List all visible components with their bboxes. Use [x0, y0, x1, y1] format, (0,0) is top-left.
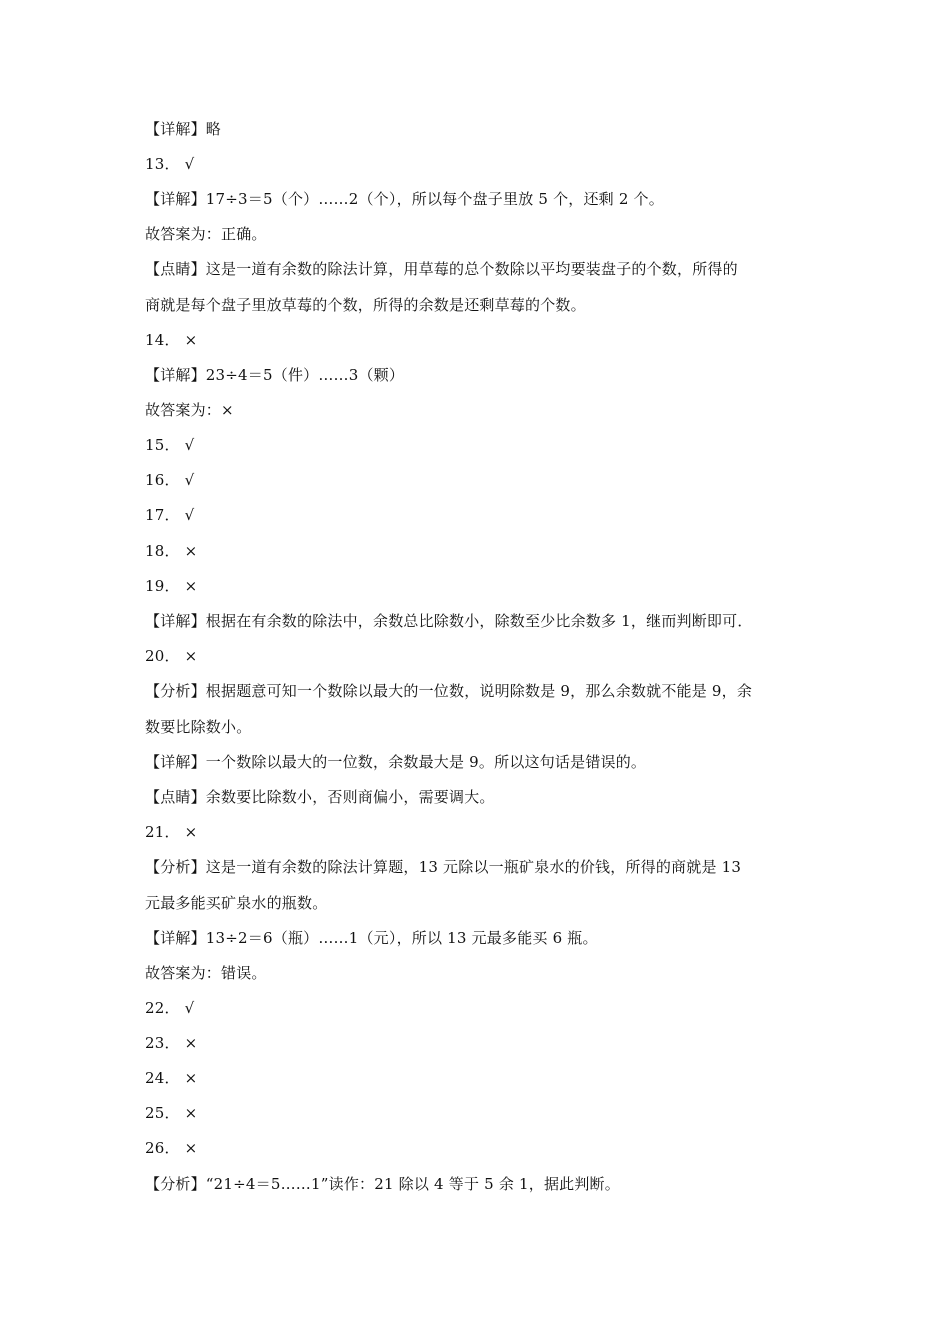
- text-line: 数要比除数小。: [145, 718, 252, 736]
- text-line: 【分析】这是一道有余数的除法计算题，13 元除以一瓶矿泉水的价钱，所得的商就是 13: [145, 858, 742, 876]
- answer-25: 25． ×: [145, 1104, 198, 1122]
- answer-24: 24． ×: [145, 1069, 198, 1087]
- text-line: 【详解】13÷2＝6（瓶）……1（元），所以 13 元最多能买 6 瓶。: [145, 929, 598, 947]
- text-line: 【分析】“21÷4＝5……1”读作：21 除以 4 等于 5 余 1，据此判断。: [145, 1175, 620, 1193]
- answer-13: 13． √: [145, 155, 195, 173]
- text-line: 【详解】略: [145, 120, 222, 138]
- answer-19: 19． ×: [145, 577, 198, 595]
- text-line: 【详解】根据在有余数的除法中，余数总比除数小，除数至少比余数多 1，继而判断即可．: [145, 612, 753, 630]
- answer-18: 18． ×: [145, 542, 198, 560]
- text-line: 【详解】23÷4＝5（件）……3（颗）: [145, 366, 405, 384]
- answer-20: 20． ×: [145, 647, 198, 665]
- answer-26: 26． ×: [145, 1139, 198, 1157]
- text-line: 故答案为：正确。: [145, 225, 267, 243]
- answer-23: 23． ×: [145, 1034, 198, 1052]
- text-line: 商就是每个盘子里放草莓的个数，所得的余数是还剩草莓的个数。: [145, 296, 586, 314]
- text-line: 【详解】一个数除以最大的一位数，余数最大是 9。所以这句话是错误的。: [145, 753, 647, 771]
- text-line: 故答案为：错误。: [145, 964, 267, 982]
- text-line: 【点睛】这是一道有余数的除法计算，用草莓的总个数除以平均要装盘子的个数，所得的: [145, 260, 738, 278]
- answer-16: 16． √: [145, 471, 195, 489]
- answer-21: 21． ×: [145, 823, 198, 841]
- answer-15: 15． √: [145, 436, 195, 454]
- answer-22: 22． √: [145, 999, 195, 1017]
- text-line: 【分析】根据题意可知一个数除以最大的一位数，说明除数是 9，那么余数就不能是 9，余: [145, 682, 753, 700]
- text-line: 【详解】17÷3＝5（个）……2（个），所以每个盘子里放 5 个，还剩 2 个。: [145, 190, 664, 208]
- text-line: 元最多能买矿泉水的瓶数。: [145, 894, 328, 912]
- text-line: 【点睛】余数要比除数小，否则商偏小，需要调大。: [145, 788, 495, 806]
- answer-17: 17． √: [145, 506, 195, 524]
- text-line: 故答案为：×: [145, 401, 234, 419]
- answer-14: 14． ×: [145, 331, 198, 349]
